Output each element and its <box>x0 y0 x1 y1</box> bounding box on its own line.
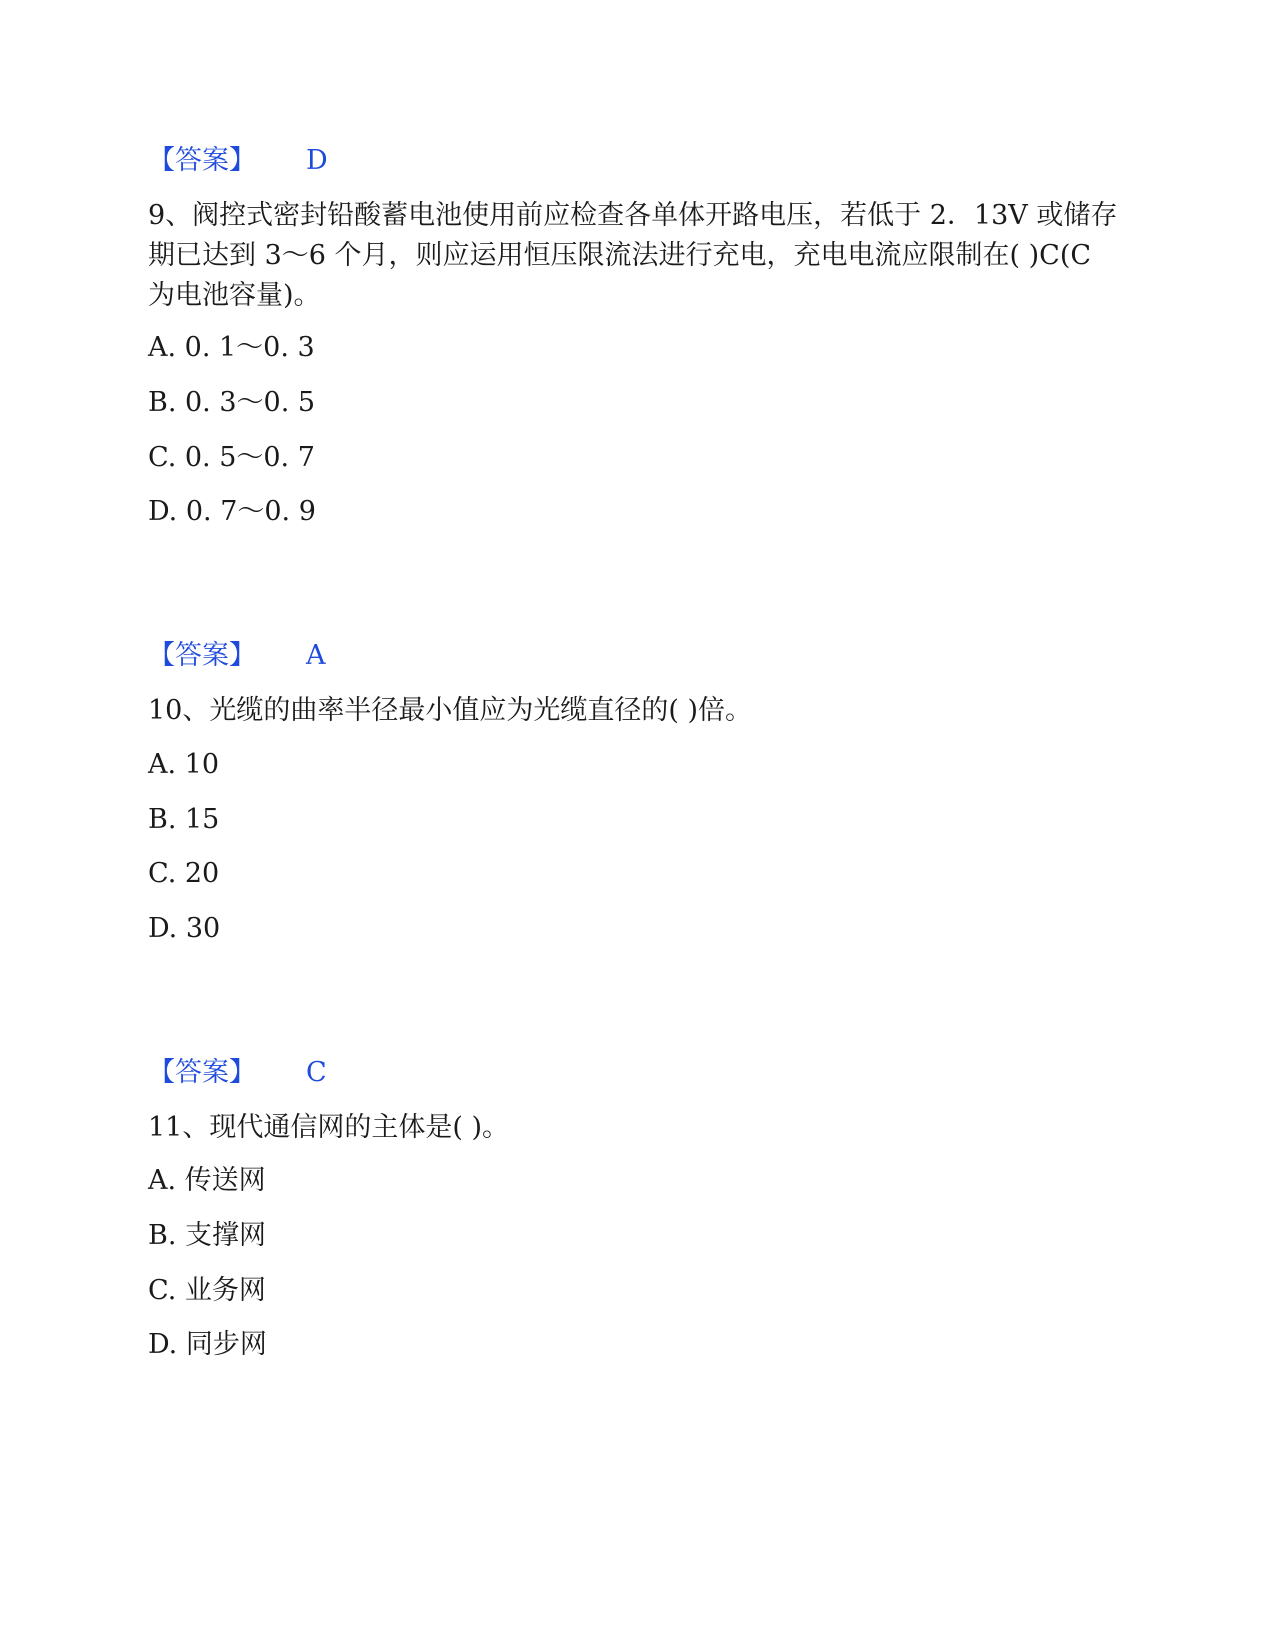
question-text: 11、现代通信网的主体是( )。 <box>148 1112 510 1143</box>
answer-value: C <box>306 1057 327 1088</box>
option-a: A. 传送网 <box>148 1165 266 1196</box>
answer-value: D <box>306 145 328 176</box>
answer-label: 【答案】 <box>148 145 256 176</box>
question-text: 9、阀控式密封铅酸蓄电池使用前应检查各单体开路电压，若低于 2．13V 或储存期已达到 3～6 个月，则应运用恒压限流法进行充电，充电电流应限制在( )C(C 为电池容量)。 <box>148 200 1118 311</box>
answer-line <box>148 639 326 673</box>
answer-line <box>148 144 328 178</box>
question-text: 10、光缆的曲率半径最小值应为光缆直径的( )倍。 <box>148 695 753 726</box>
option-d: D. 同步网 <box>148 1329 267 1360</box>
option-c: C. 20 <box>148 858 220 889</box>
option-b: B. 0. 3～0. 5 <box>148 387 316 418</box>
option-a: A. 0. 1～0. 3 <box>148 332 315 363</box>
option-c: C. 0. 5～0. 7 <box>148 442 315 473</box>
answer-label: 【答案】 <box>148 1057 256 1088</box>
option-d: D. 30 <box>148 913 221 944</box>
answer-label: 【答案】 <box>148 640 256 671</box>
option-b: B. 15 <box>148 804 220 835</box>
answer-value: A <box>306 640 326 671</box>
option-c: C. 业务网 <box>148 1275 266 1306</box>
option-b: B. 支撑网 <box>148 1220 267 1251</box>
option-a: A. 10 <box>148 749 220 780</box>
answer-line <box>148 1056 327 1090</box>
option-d: D. 0. 7～0. 9 <box>148 496 316 527</box>
